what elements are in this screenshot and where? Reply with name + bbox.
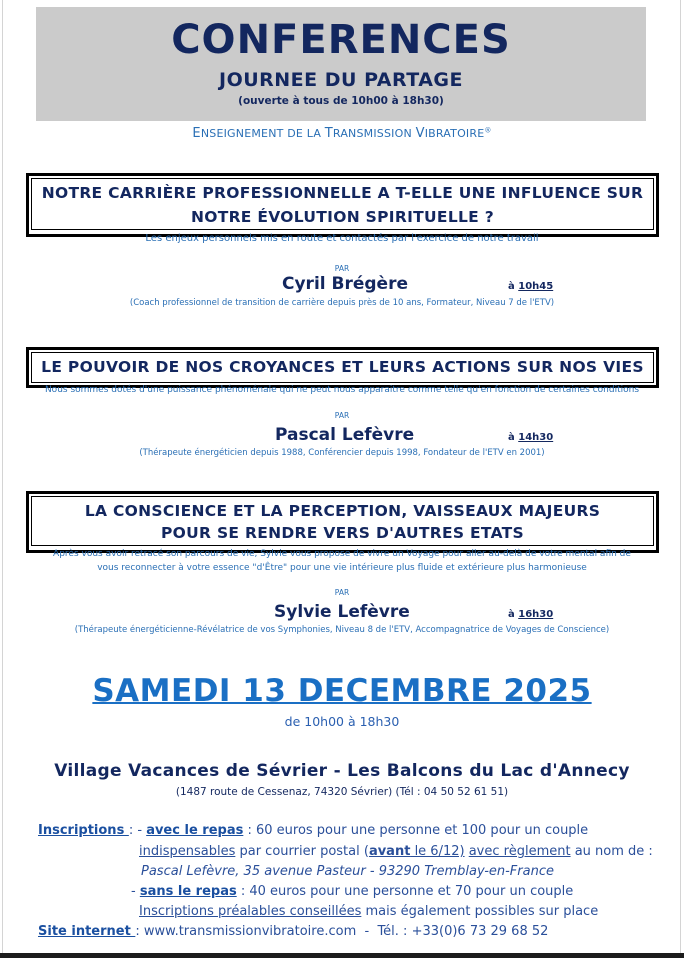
conference-1-time: à 10h45 — [508, 281, 554, 292]
conference-1-par: PAR — [334, 264, 350, 273]
inscriptions-line-2: indispensables par courrier postal (avant le 6/12) avec règlement au nom de : — [139, 844, 653, 859]
conference-2-bio: (Thérapeute énergéticien depuis 1988, Conférencier depuis 1998, Fondateur de l'ETV en 2001) — [139, 448, 545, 458]
inscriptions-line-1: Inscriptions : - avec le repas : 60 euros pour une personne et 100 pour un couple — [38, 823, 589, 838]
page-subtitle: JOURNEE DU PARTAGE — [219, 69, 463, 91]
with-meal-label: avec le repas — [146, 823, 244, 838]
event-date: SAMEDI 13 DECEMBRE 2025 — [92, 673, 592, 709]
conference-3-description-line1: Après vous avoir retracé son parcours de vie, Sylvie vous propose de vivre un Voyage pour aller au-delà de votre mental afin de — [53, 549, 631, 559]
inscriptions-postal-address: Pascal Lefèvre, 35 avenue Pasteur - 93290 Tremblay-en-France — [141, 864, 554, 879]
conference-1-title-line2: NOTRE ÉVOLUTION SPIRITUELLE ? — [190, 208, 495, 226]
conference-3-title-box — [26, 491, 659, 553]
conference-1-title-box — [26, 173, 659, 237]
conference-1-bio: (Coach professionnel de transition de carrière depuis près de 10 ans, Formateur, Niveau 7 de l'ETV) — [129, 298, 555, 308]
conference-3-par: PAR — [334, 588, 350, 597]
conference-3-time: à 16h30 — [508, 609, 554, 620]
conference-2-title-box — [26, 347, 659, 388]
contact-line: Site internet : www.transmissionvibratoire.com - Tél. : +33(0)6 73 29 68 52 — [38, 924, 549, 939]
event-address: (1487 route de Cessenaz, 74320 Sévrier) (Tél : 04 50 52 61 51) — [175, 786, 509, 798]
inscriptions-line-4: - sans le repas : 40 euros pour une personne et 70 pour un couple — [131, 884, 574, 899]
conference-1-speaker: Cyril Brégère — [282, 274, 408, 294]
site-label: Site internet — [38, 924, 136, 939]
website-link[interactable]: www.transmissionvibratoire.com — [143, 924, 357, 939]
page-border — [2, 0, 681, 953]
conference-3-bio: (Thérapeute énergéticienne-Révélatrice de vos Symphonies, Niveau 8 de l'ETV, Accompagnatrice de Voyages de Conscience) — [74, 625, 610, 635]
conference-1-description: Les enjeux personnels mis en route et contactés par l'exercice de notre travail — [145, 233, 539, 244]
opening-hours-note: (ouverte à tous de 10h00 à 18h30) — [238, 95, 444, 107]
page-title: CONFERENCES — [171, 17, 511, 63]
title-banner — [36, 7, 646, 121]
organization-name: ENSEIGNEMENT DE LA TRANSMISSION VIBRATOIRE® — [192, 126, 492, 141]
conference-3-title-line2: POUR SE RENDRE VERS D'AUTRES ETATS — [160, 524, 525, 542]
conference-2-par: PAR — [334, 411, 350, 420]
conference-2-title: LE POUVOIR DE NOS CROYANCES ET LEURS ACTIONS SUR NOS VIES — [31, 352, 654, 383]
conference-1-title-line1: NOTRE CARRIÈRE PROFESSIONNELLE A T-ELLE UNE INFLUENCE SUR — [41, 184, 644, 202]
conference-2-description: Nous sommes dotés d'une puissance phénoménale qui ne peut nous apparaitre comme telle qu'en fonction de certaines conditions — [44, 385, 640, 395]
event-hours: de 10h00 à 18h30 — [284, 714, 400, 729]
conference-3-description-line2: vous reconnecter à votre essence "d'Être" pour une vie intérieure plus fluide et extérieure plus harmonieuse — [97, 563, 587, 573]
inscriptions-line-5: Inscriptions préalables conseillées mais également possibles sur place — [139, 904, 599, 919]
inscriptions-label: Inscriptions — [38, 823, 129, 838]
conference-2-time: à 14h30 — [508, 432, 554, 443]
phone-number: - Tél. : +33(0)6 73 29 68 52 — [356, 924, 549, 939]
conference-3-title-line1: LA CONSCIENCE ET LA PERCEPTION, VAISSEAUX MAJEURS — [84, 502, 601, 520]
without-meal-label: sans le repas — [139, 884, 237, 899]
conference-3-speaker: Sylvie Lefèvre — [274, 602, 410, 622]
conference-2-speaker: Pascal Lefèvre — [275, 425, 415, 445]
bottom-bar — [0, 953, 684, 958]
event-venue: Village Vacances de Sévrier - Les Balcons du Lac d'Annecy — [54, 761, 630, 781]
